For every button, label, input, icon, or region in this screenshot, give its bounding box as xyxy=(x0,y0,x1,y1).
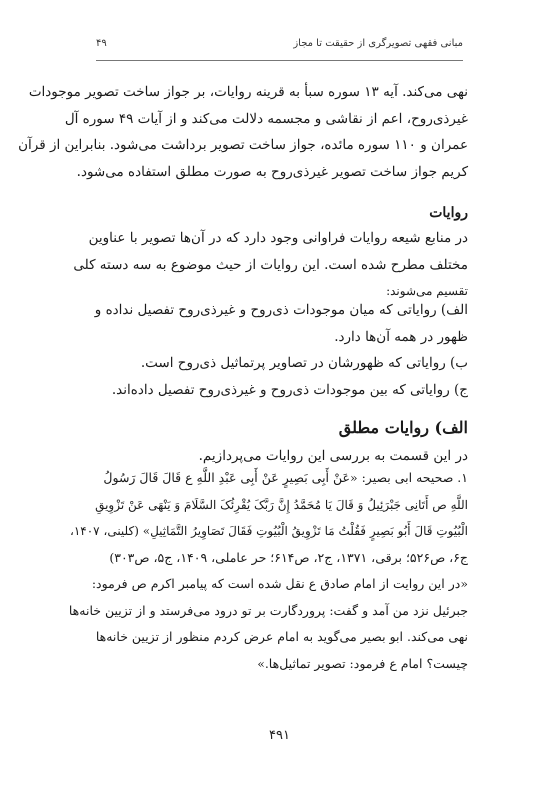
header-title: مبانی فقهی تصویرگری از حقیقت تا مجاز xyxy=(293,38,463,49)
translation-line: «در این روایت از امام صادق ع نقل شده است که پیامبر اکرم ص فرمود: xyxy=(91,576,468,591)
intro-line: کریم جواز ساخت تصویر غیرذی‌روح به صورت مطلق استفاده می‌شود. xyxy=(76,163,468,180)
intro-line: نهی می‌کند. آیه ۱۳ سوره سبأ به قرینه روایات، بر جواز ساخت تصویر موجودات xyxy=(28,84,468,100)
category-item: الف) روایاتی که میان موجودات ذی‌روح و غیرذی‌روح تفصیل نداده و xyxy=(94,302,468,318)
intro-paragraph xyxy=(18,79,468,185)
intro-line: غیرذی‌روح، اعم از نقاشی و مجسمه دلالت می‌کند و از آیات ۴۹ سوره آل xyxy=(64,110,468,127)
hadith-paragraph xyxy=(68,465,468,677)
section-line: در منابع شیعه روایات فراوانی وجود دارد که در آن‌ها تصویر با عناوین xyxy=(88,230,468,246)
section-line: تقسیم می‌شوند: xyxy=(386,284,468,298)
subsection-intro-line: در این قسمت به بررسی این روایات می‌پردازیم. xyxy=(198,448,468,464)
category-item: ب) روایاتی که ظهورشان در تصاویر پرتماثیل ذی‌روح است. xyxy=(140,355,468,371)
header-page-ref: ۴۹ xyxy=(96,38,107,49)
hadith-line: اللَّهِ ص أَتَانِی جَبْرَئِیلُ وَ قَالَ یَا مُحَمَّدُ إِنَّ رَبَّکَ یُقْرِئُکَ السَّلَامَ وَ یَنْهَی عَنْ تَزْوِیقِ xyxy=(95,497,468,512)
hadith-line: الْبُیُوتِ قَالَ أَبُو بَصِیرٍ فَقُلْتُ مَا تَزْوِیقُ الْبُیُوتِ فَقَالَ تَصَاوِیرُ التَّمَاثِیلِ» (کلینی، ۱۴۰۷، xyxy=(69,524,468,538)
translation-line: جبرئیل نزد من آمد و گفت: پروردگارت بر تو درود می‌فرستد و از تزیین خانه‌ها xyxy=(68,602,468,618)
translation-line: چیست؟ امام ع فرمود: تصویر تماثیل‌ها.» xyxy=(257,655,468,671)
header-divider xyxy=(96,60,463,61)
hadith-line: ۱. صحیحه ابی بصیر: «عَنْ أَبِی بَصِیرٍ عَنْ أَبِی عَبْدِ اللَّهِ ع قَالَ قَالَ رَسُولُ xyxy=(103,470,468,485)
category-item: ج) روایاتی که بین موجودات ذی‌روح و غیرذی‌روح تفصیل داده‌اند. xyxy=(111,381,468,398)
categories-list xyxy=(96,297,468,403)
intro-line: عمران و ۱۱۰ سوره مائده، جواز ساخت تصویر برداشت می‌شود. بنابراین از قرآن xyxy=(18,137,468,153)
category-item-continuation: ظهور در همه آن‌ها دارد. xyxy=(334,328,468,345)
running-header xyxy=(96,38,463,49)
subsection-heading: الف) روایات مطلق xyxy=(338,418,468,437)
section-paragraph xyxy=(73,225,468,305)
page-number: ۴۹۱ xyxy=(269,728,290,743)
citation-line: ج۶، ص۵۲۶؛ برقی، ۱۳۷۱، ج۲، ص۶۱۴؛ حر عاملی، ۱۴۰۹، ج۵، ص۳۰۳) xyxy=(109,549,468,565)
translation-line: نهی می‌کند. ابو بصیر می‌گوید به امام عرض کردم منظور از تزیین خانه‌ها xyxy=(95,629,468,644)
section-line: مختلف مطرح شده است. این روایات از حیث موضوع به سه دسته کلی xyxy=(73,256,468,273)
section-heading: روایات xyxy=(429,205,468,221)
